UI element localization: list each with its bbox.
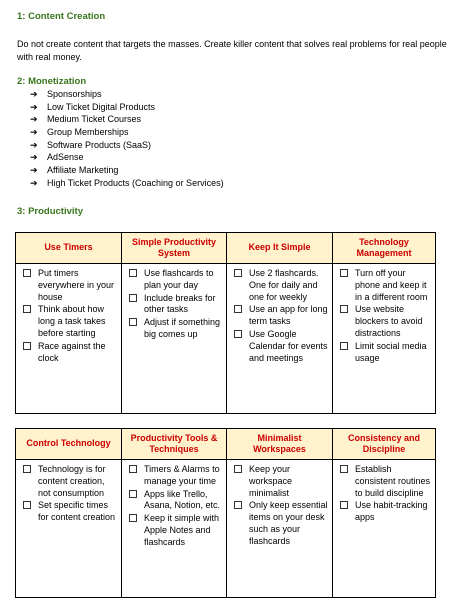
table-header-cell: Keep It Simple — [227, 233, 333, 264]
monetization-item — [30, 126, 224, 139]
checklist-item-label: Apps like Trello, Asana, Notion, etc. — [144, 488, 221, 511]
monetization-item — [30, 177, 224, 190]
checklist-item-label: Use habit-tracking apps — [355, 500, 428, 523]
checklist-item — [249, 329, 328, 364]
monetization-item — [30, 113, 224, 126]
checklist-item — [144, 317, 222, 341]
checklist-item — [144, 464, 222, 488]
arrow-right-icon: ➔ — [30, 101, 38, 112]
checkbox-icon[interactable] — [340, 269, 348, 277]
monetization-item-label: High Ticket Products (Coaching or Services) — [47, 177, 224, 188]
monetization-item-label: Medium Ticket Courses — [47, 114, 142, 125]
checklist-item-label: Put timers everywhere in your house — [38, 268, 115, 302]
arrow-right-icon: ➔ — [30, 114, 38, 125]
table-header-cell: Technology Management — [333, 233, 436, 264]
checklist-item-label: Use flashcards to plan your day — [144, 268, 214, 290]
arrow-right-icon: ➔ — [30, 152, 38, 163]
checklist-item — [38, 500, 117, 524]
monetization-list — [30, 88, 224, 190]
monetization-item — [30, 88, 224, 101]
checkbox-icon[interactable] — [23, 465, 31, 473]
checkbox-icon[interactable] — [23, 305, 31, 313]
table-cell — [333, 264, 436, 414]
checkbox-icon[interactable] — [129, 294, 137, 302]
section-heading-monetization: 2: Monetization — [17, 76, 87, 87]
checklist-item — [355, 464, 431, 499]
monetization-item-label: Sponsorships — [47, 89, 102, 99]
productivity-table-2 — [15, 428, 436, 598]
checklist-item-label: Keep your workspace minimalist — [249, 464, 293, 498]
checklist-item-label: Only keep essential items on your desk such as your flashcards — [249, 500, 328, 546]
checklist-item-label: Timers & Alarms to manage your time — [144, 464, 220, 486]
checklist-item-label: Adjust if something big comes up — [144, 317, 221, 339]
checkbox-icon[interactable] — [340, 501, 348, 509]
table-header-cell: Consistency and Discipline — [333, 429, 436, 460]
arrow-right-icon: ➔ — [30, 89, 38, 99]
checkbox-icon[interactable] — [234, 269, 242, 277]
checklist-item-label: Turn off your phone and keep it in a different room — [355, 268, 428, 302]
arrow-right-icon: ➔ — [30, 127, 38, 138]
checklist-item-label: Establish consistent routines to build discipline — [355, 464, 431, 498]
checklist-item-label: Think about how long a task takes before starting — [38, 304, 106, 338]
table-header-cell: Productivity Tools & Techniques — [122, 429, 227, 460]
content-creation-paragraph: Do not create content that targets the masses. Create killer content that solves real problems for real people with real money. — [17, 39, 447, 62]
checklist-item — [355, 341, 431, 365]
monetization-item — [30, 101, 224, 114]
checklist-item — [38, 341, 117, 365]
checkbox-icon[interactable] — [129, 318, 137, 326]
checklist-item-label: Limit social media usage — [355, 340, 427, 363]
checklist-item — [249, 464, 328, 499]
checklist-item — [38, 268, 117, 303]
productivity-table-1 — [15, 232, 436, 414]
checkbox-icon[interactable] — [340, 305, 348, 313]
table-header-cell: Simple Productivity System — [122, 233, 227, 264]
checkbox-icon[interactable] — [129, 514, 137, 522]
checklist-item — [249, 304, 328, 328]
checklist-item — [144, 513, 222, 548]
arrow-right-icon: ➔ — [30, 139, 38, 150]
table-cell — [122, 264, 227, 414]
monetization-item — [30, 151, 224, 164]
checklist-item-label: Use an app for long term tasks — [249, 304, 328, 327]
checkbox-icon[interactable] — [340, 465, 348, 473]
checkbox-icon[interactable] — [129, 465, 137, 473]
table-cell — [227, 460, 333, 598]
table-header-cell: Minimalist Workspaces — [227, 429, 333, 460]
table-header-cell: Control Technology — [16, 429, 122, 460]
table-cell — [16, 264, 122, 414]
checkbox-icon[interactable] — [129, 490, 137, 498]
table-cell — [122, 460, 227, 598]
monetization-item-label: Affiliate Marketing — [47, 165, 119, 176]
monetization-item-label: Group Memberships — [47, 127, 129, 138]
checkbox-icon[interactable] — [23, 501, 31, 509]
checklist-item-label: Use website blockers to avoid distractions — [355, 304, 423, 338]
arrow-right-icon: ➔ — [30, 165, 38, 176]
table-cell — [227, 264, 333, 414]
checklist-item — [38, 304, 117, 339]
table-cell — [333, 460, 436, 598]
checklist-item — [249, 500, 328, 547]
checklist-item-label: Technology is for content creation, not consumption — [38, 464, 106, 498]
monetization-item — [30, 139, 224, 152]
table-cell — [16, 460, 122, 598]
checkbox-icon[interactable] — [234, 305, 242, 313]
checklist-item — [355, 268, 431, 303]
checklist-item-label: Set specific times for content creation — [38, 500, 116, 523]
monetization-item-label: Low Ticket Digital Products — [47, 101, 156, 112]
checklist-item-label: Use Google Calendar for events and meetings — [249, 328, 328, 363]
checklist-item — [144, 268, 222, 292]
section-heading-productivity: 3: Productivity — [17, 206, 83, 217]
checkbox-icon[interactable] — [23, 342, 31, 350]
checkbox-icon[interactable] — [234, 501, 242, 509]
table-header-cell: Use Timers — [16, 233, 122, 264]
arrow-right-icon: ➔ — [30, 177, 38, 188]
monetization-item-label: Software Products (SaaS) — [47, 139, 152, 150]
checklist-item — [144, 489, 222, 513]
checklist-item — [249, 268, 328, 303]
checkbox-icon[interactable] — [234, 465, 242, 473]
section-heading-content-creation: 1: Content Creation — [17, 11, 106, 22]
checklist-item-label: Race against the clock — [38, 340, 106, 363]
checklist-item — [38, 464, 117, 499]
checklist-item-label: Include breaks for other tasks — [144, 292, 216, 315]
checklist-item — [355, 304, 431, 339]
checklist-item-label: Use 2 flashcards. One for daily and one for weekly — [249, 268, 319, 302]
checkbox-icon[interactable] — [234, 330, 242, 338]
checkbox-icon[interactable] — [340, 342, 348, 350]
monetization-item — [30, 164, 224, 177]
checkbox-icon[interactable] — [129, 269, 137, 277]
checklist-item — [144, 293, 222, 317]
checkbox-icon[interactable] — [23, 269, 31, 277]
checklist-item — [355, 500, 431, 524]
monetization-item-label: AdSense — [47, 152, 84, 163]
checklist-item-label: Keep it simple with Apple Notes and flashcards — [144, 513, 220, 547]
